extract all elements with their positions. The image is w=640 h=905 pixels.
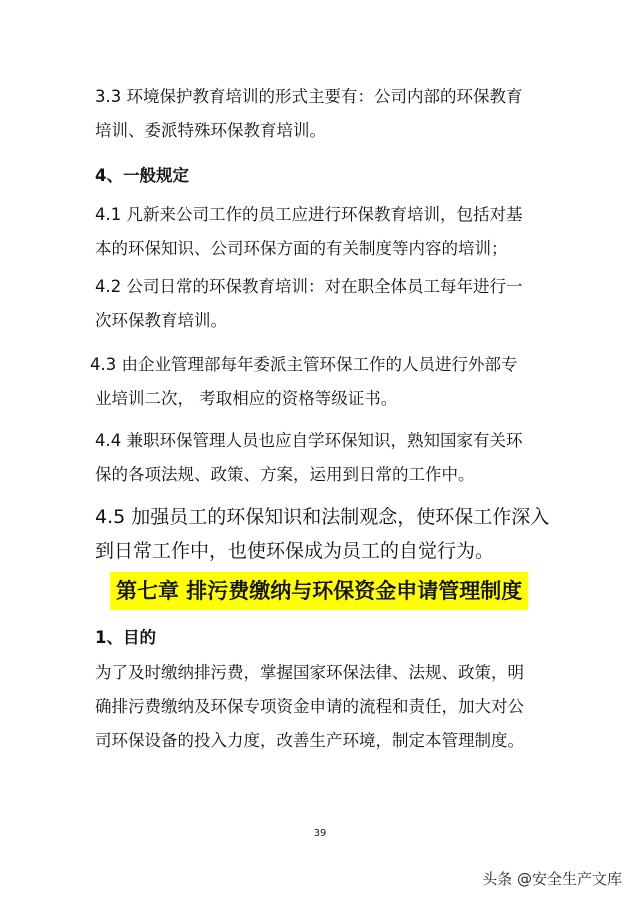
paragraph-4-2 — [95, 270, 565, 338]
paragraph-line: 保的各项法规、政策、方案，运用到日常的工作中。 — [95, 465, 475, 484]
paragraph-line: 到日常工作中，也使环保成为员工的自觉行为。 — [95, 540, 495, 562]
paragraph-line: 4.3 由企业管理部每年委派主管环保工作的人员进行外部专 — [90, 355, 518, 374]
paragraph-line: 培训、委派特殊环保教育培训。 — [95, 121, 326, 140]
paragraph-4-3 — [90, 348, 560, 416]
paragraph-line: 司环保设备的投入力度，改善生产环境，制定本管理制度。 — [95, 731, 524, 750]
paragraph-line: 4.4 兼职环保管理人员也应自学环保知识，熟知国家有关环 — [95, 431, 523, 450]
paragraph-line: 确排污费缴纳及环保专项资金申请的流程和责任，加大对公 — [95, 697, 524, 716]
paragraph-line: 4.5 加强员工的环保知识和法制观念，使环保工作深入 — [95, 506, 550, 528]
paragraph-line: 本的环保知识、公司环保方面的有关制度等内容的培训； — [95, 239, 508, 258]
section-heading-purpose: 1、目的 — [95, 628, 156, 647]
paragraph-line: 次环保教育培训。 — [95, 311, 227, 330]
source-watermark: 头条 @安全生产文库 — [482, 870, 622, 888]
paragraph-4-5 — [95, 500, 549, 568]
paragraph-line: 业培训二次， 考取相应的资格等级证书。 — [95, 389, 398, 408]
paragraph-line: 3.3 环境保护教育培训的形式主要有：公司内部的环保教育 — [95, 87, 523, 106]
section-heading-general-rules: 4、一般规定 — [95, 166, 189, 185]
paragraph-3-3 — [95, 80, 565, 148]
chapter-title-highlighted: 第七章 排污费缴纳与环保资金申请管理制度 — [110, 572, 528, 610]
paragraph-4-4 — [95, 424, 565, 492]
paragraph-line: 4.2 公司日常的环保教育培训：对在职全体员工每年进行一 — [95, 277, 523, 296]
paragraph-line: 为了及时缴纳排污费，掌握国家环保法律、法规、政策，明 — [95, 663, 524, 682]
page-number: 39 — [313, 828, 327, 839]
paragraph-line: 4.1 凡新来公司工作的员工应进行环保教育培训，包括对基 — [95, 205, 523, 224]
paragraph-purpose — [95, 656, 565, 758]
paragraph-4-1 — [95, 198, 565, 266]
